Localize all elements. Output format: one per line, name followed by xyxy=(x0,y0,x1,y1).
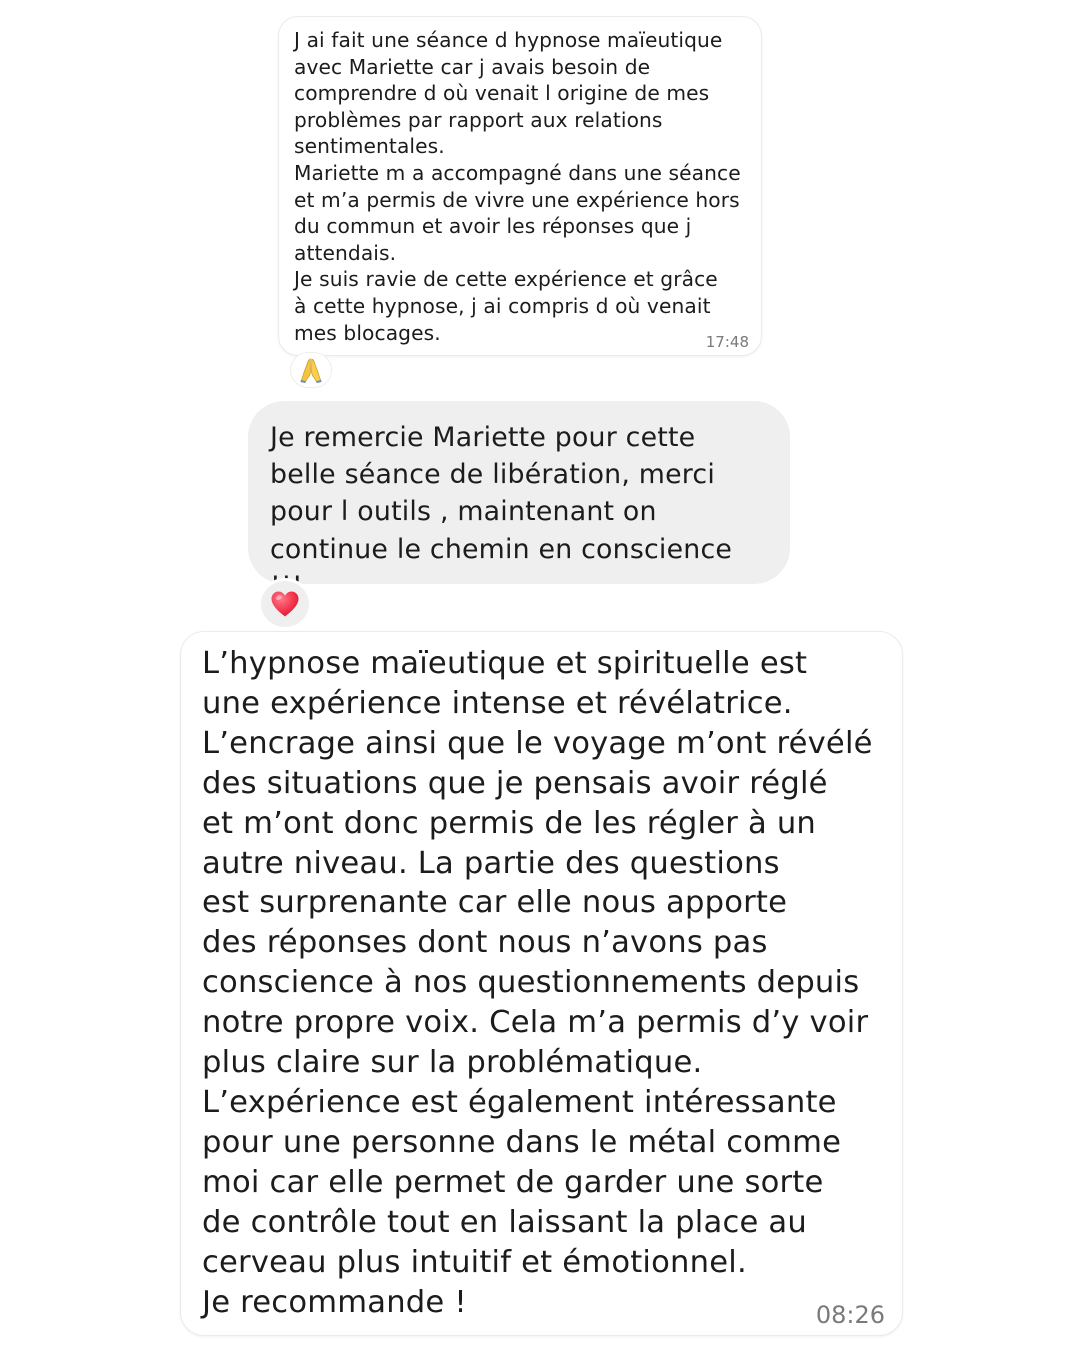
folded-hands-icon xyxy=(299,357,323,383)
heart-reaction-icon[interactable] xyxy=(258,578,312,630)
message-text: L’hypnose maïeutique et spirituelle est une expérience intense et révélatrice. L’encrage ainsi que le voyage m’ont révélé des situations que je pensais avoir réglé et m’ont donc permis de les régler à un autre niveau. La partie des questions est surprenante car elle nous apporte des réponses dont nous n’avons pas conscience à nos questionnements depuis notre propre voix. Cela m’a permis d’y voir plus claire sur la problématique. L’expérience est également intéressante pour une personne dans le métal comme moi car elle permet de garder une sorte de contrôle tout en laissant la place au cerveau plus intuitif et émotionnel. Je recommande ! xyxy=(202,646,873,1320)
message-bubble-2[interactable] xyxy=(248,401,790,584)
message-bubble-1[interactable] xyxy=(278,16,762,356)
message-timestamp: 17:48 xyxy=(705,333,749,351)
message-timestamp: 08:26 xyxy=(815,1301,885,1329)
message-bubble-3[interactable] xyxy=(180,631,903,1336)
heart-icon xyxy=(270,590,300,618)
message-text: J ai fait une séance d hypnose maïeutique avec Mariette car j avais besoin de comprendre d où venait l origine de mes problèmes par rapport aux relations sentimentales. Mariette m a accompagné dans une séance et m’a permis de vivre une expérience hors du commun et avoir les réponses que j attendais. Je suis ravie de cette expérience et grâce à cette hypnose, j ai compris d où venait mes blocages. xyxy=(294,28,741,345)
message-text: Je remercie Mariette pour cette belle séance de libération, merci pour l outils , maintenant on continue le chemin en conscience xyxy=(270,422,733,565)
folded-hands-reaction-icon[interactable] xyxy=(290,352,332,388)
